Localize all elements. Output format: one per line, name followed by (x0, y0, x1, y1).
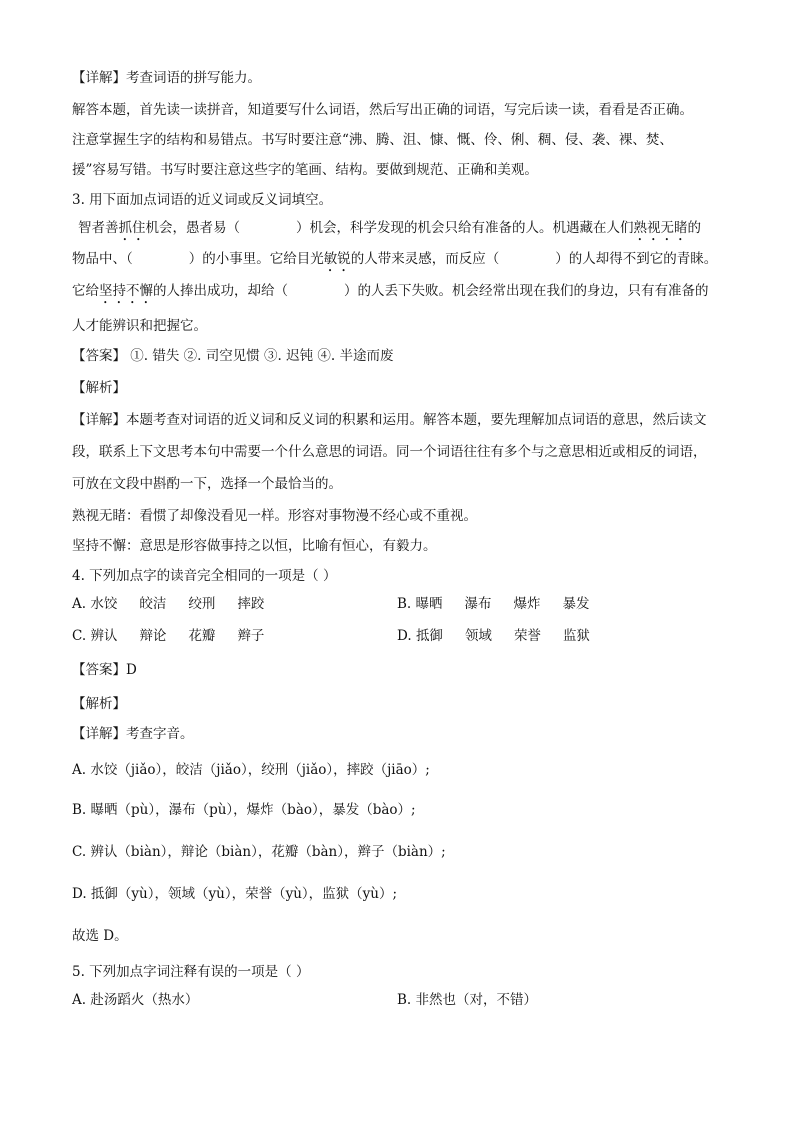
explanation-a: A. 水饺（jiǎo），皎洁（jiǎo），绞刑（jiǎo），摔跤（jiāo）; (72, 762, 430, 778)
option-word: 暴发 (562, 596, 590, 612)
question-4-answer: 【答案】D (72, 662, 137, 678)
explanation-c: C. 辨认（biàn），辩论（biàn），花瓣（bàn），辫子（biàn）; (72, 844, 446, 860)
question-3-answer: 【答案】 ①. 错失 ②. 司空见惯 ③. 迟钝 ④. 半途而废 (72, 348, 394, 364)
option-c (72, 626, 286, 646)
detail-line: 段，联系上下文思考本句中需要一个什么意思的词语。同一个词语往往有多个与之意思相近或相反的词语， (72, 444, 707, 460)
option-word: 荣誉 (513, 628, 541, 644)
option-word: 辫子 (237, 628, 265, 644)
explanation-d: D. 抵御（yù），领域（yù），荣誉（yù），监狱（yù）; (72, 886, 398, 902)
question-4-title: 4. 下列加点字的读音完全相同的一项是（ ） (72, 568, 337, 584)
option-word: 监狱 (562, 628, 590, 644)
option-word: 辩论 (139, 628, 167, 644)
analysis-heading: 【解析】 (72, 380, 126, 396)
passage-text: 物品中、（ (72, 251, 133, 267)
option-word: 抵御 (415, 628, 443, 644)
question-5-option-a: A. 赴汤蹈火（热水） (72, 992, 199, 1008)
passage-text: ）机会，科学发现的机会只给有准备的人。机遇藏在人们 (296, 220, 634, 236)
passage-text: ）的小事里。它给目光 (188, 251, 324, 267)
definition-line: 熟视无睹：看惯了却像没看见一样。形容对事物漫不经心或不重视。 (72, 508, 477, 524)
passage-text: 智者善 (78, 220, 119, 236)
question-5-option-b: B. 非然也（对，不错） (397, 992, 538, 1008)
detail-line: 可放在文段中斟酌一下，选择一个最恰当的。 (72, 476, 342, 492)
option-word: 曝晒 (415, 596, 443, 612)
detail-line: 【详解】本题考查对词语的近义词和反义词的积累和运用。解答本题，要先理解加点词语的意思，然后读文 (72, 412, 707, 428)
option-word: 绞刑 (188, 596, 216, 612)
passage-text: 的人带来灵感，而反应（ (350, 251, 500, 267)
dotted-word: 坚持不懈 (99, 283, 153, 299)
option-label: A. (72, 596, 91, 612)
question-3-passage-line-2 (72, 249, 717, 275)
option-word: 领域 (464, 628, 492, 644)
question-3-passage-line-1 (78, 218, 701, 244)
option-word: 水饺 (90, 596, 118, 612)
option-word: 瀑布 (464, 596, 492, 612)
option-label: D. (397, 628, 416, 644)
question-5-title: 5. 下列加点字词注释有误的一项是（ ） (72, 964, 310, 980)
explanation-b: B. 曝晒（pù），瀑布（pù），爆炸（bào），暴发（bào）; (72, 802, 416, 818)
detail-heading: 【详解】考查词语的拼写能力。 (72, 70, 261, 86)
passage-text: ）的人却得不到它的青睐。 (555, 251, 718, 267)
passage-text: 它给 (72, 283, 99, 299)
option-word: 皎洁 (139, 596, 167, 612)
question-3-passage-line-4: 人才能辨识和把握它。 (72, 318, 207, 334)
paragraph-line: 解答本题，首先读一读拼音，知道要写什么词语，然后写出正确的词语，写完后读一读，看看是否正确。 (72, 102, 693, 118)
passage-text: 的人捧出成功，却给（ (153, 283, 288, 299)
option-word: 辨认 (90, 628, 118, 644)
detail-heading: 【详解】考查字音。 (72, 726, 194, 742)
passage-text: 的 (687, 220, 701, 236)
paragraph-line: 援”容易写错。书写时要注意这些字的笔画、结构。要做到规范、正确和美观。 (72, 162, 538, 178)
option-label: C. (72, 628, 91, 644)
option-word: 花瓣 (188, 628, 216, 644)
option-a (72, 594, 286, 614)
dotted-word: 熟视无睹 (633, 220, 688, 236)
definition-line: 坚持不懈：意思是形容做事持之以恒，比喻有恒心，有毅力。 (72, 538, 437, 554)
option-label: B. (397, 596, 416, 612)
passage-text: ）的人丢下失败。机会经常出现在我们的身边，只有有准备的 (344, 283, 709, 299)
option-word: 摔跤 (237, 596, 265, 612)
analysis-heading: 【解析】 (72, 696, 126, 712)
paragraph-line: 注意掌握生字的结构和易错点。书写时要注意“沸、腾、沮、慷、慨、伶、俐、稠、侵、袭、裸、焚、 (72, 132, 673, 148)
option-b (397, 594, 612, 614)
dotted-word: 敏锐 (323, 251, 351, 267)
question-3-title: 3. 用下面加点词语的近义词或反义词填空。 (72, 192, 333, 208)
choose-answer: 故选 D。 (72, 928, 128, 944)
passage-text: 机会，愚者易（ (145, 220, 240, 236)
option-word: 爆炸 (513, 596, 541, 612)
question-3-passage-line-3 (72, 281, 709, 307)
dotted-word: 抓住 (118, 220, 146, 236)
option-d (397, 626, 612, 646)
